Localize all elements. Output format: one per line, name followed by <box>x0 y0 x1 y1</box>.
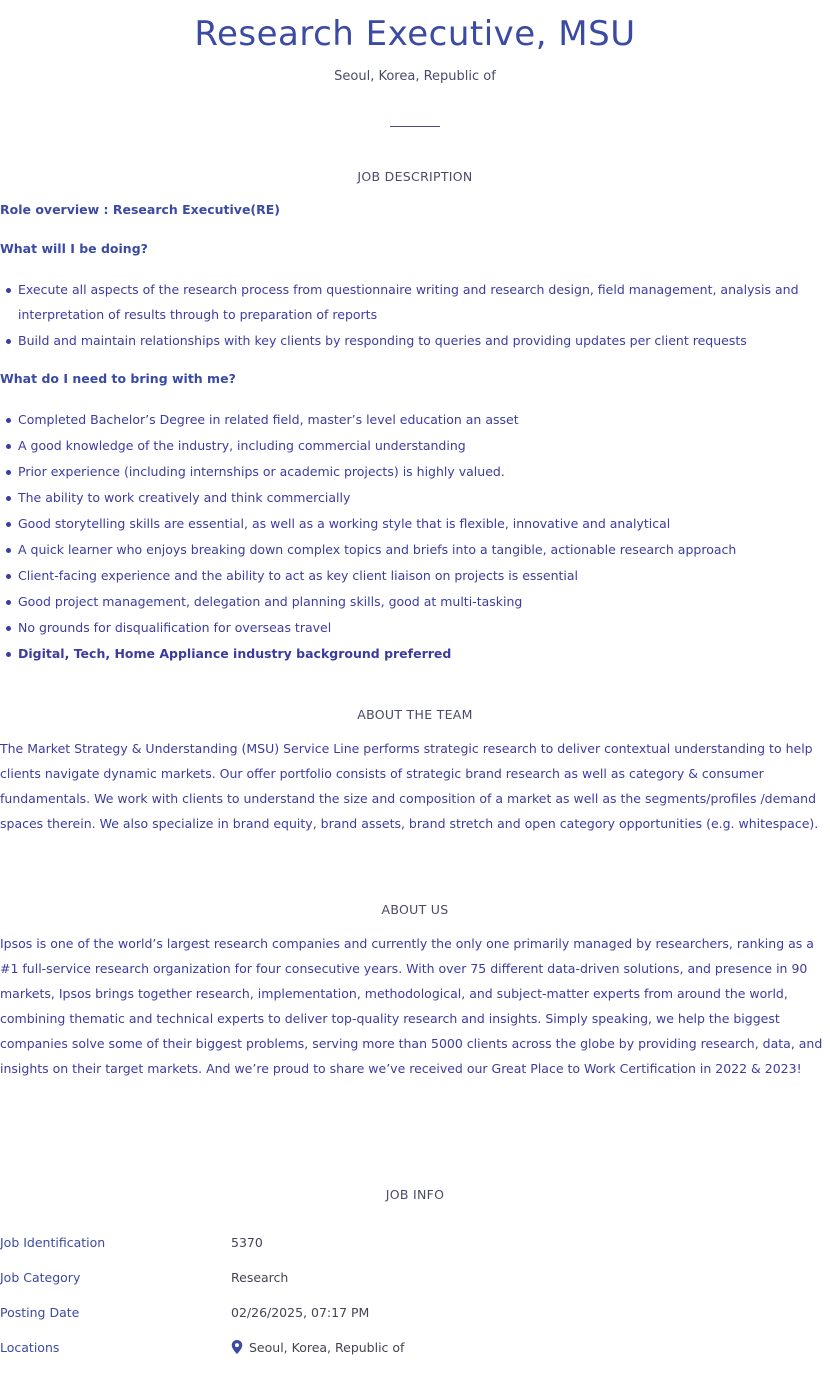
bring-list <box>0 407 825 667</box>
bullet-icon <box>6 418 11 423</box>
list-item-text: Digital, Tech, Home Appliance industry background preferred <box>18 646 452 661</box>
info-value: 5370 <box>231 1235 263 1250</box>
role-overview: Role overview : Research Executive(RE) <box>0 202 281 217</box>
bullet-icon <box>6 288 11 293</box>
section-heading-job-description: JOB DESCRIPTION <box>357 169 473 184</box>
list-item-text: Execute all aspects of the research process from questionnaire writing and research design, field management, analysis and interpretation of results through to preparation of reports <box>18 282 799 322</box>
info-row-locations <box>0 1340 830 1360</box>
list-item <box>0 615 825 640</box>
list-item-text: A quick learner who enjoys breaking down complex topics and briefs into a tangible, actionable research approach <box>18 542 737 557</box>
list-item <box>0 589 825 614</box>
list-item-text: The ability to work creatively and think commercially <box>18 490 351 505</box>
location-pin-icon <box>231 1340 243 1354</box>
list-item <box>0 537 825 562</box>
job-location: Seoul, Korea, Republic of <box>334 69 496 84</box>
list-item-text: Completed Bachelor’s Degree in related field, master’s level education an asset <box>18 412 519 427</box>
info-row-job-category <box>0 1270 830 1290</box>
bullet-icon <box>6 548 11 553</box>
bullet-icon <box>6 574 11 579</box>
info-label: Job Identification <box>0 1235 106 1250</box>
bullet-icon <box>6 626 11 631</box>
list-item <box>0 511 825 536</box>
info-value: Research <box>231 1270 289 1285</box>
about-us-text: Ipsos is one of the world’s largest research companies and currently the only one primarily managed by researchers, ranking as a #1 full-service research organization for four consecutive years. With over 75 different data-driven solutions, and presence in 90 markets, Ipsos brings together research, implementation, methodological, and subject-matter experts from around the world, combining thematic and technical experts to deliver top-quality research and insights. Simply speaking, we help the biggest companies solve some of their biggest problems, serving more than 5000 clients across the globe by providing research, data, and insights on their target markets. And we’re proud to share we’ve received our Great Place to Work Certification in 2022 & 2023! <box>0 936 823 1076</box>
list-item <box>0 459 825 484</box>
info-label: Posting Date <box>0 1305 80 1320</box>
title-divider <box>390 126 440 127</box>
list-item <box>0 433 825 458</box>
list-item <box>0 485 825 510</box>
page-title: Research Executive, MSU <box>194 14 636 54</box>
list-item <box>0 328 825 353</box>
info-value-with-icon <box>231 1340 404 1355</box>
bullet-icon <box>6 339 11 344</box>
doing-question: What will I be doing? <box>0 241 148 256</box>
list-item <box>0 407 825 432</box>
section-heading-about-us: ABOUT US <box>381 902 449 917</box>
list-item-text: Good storytelling skills are essential, as well as a working style that is flexible, innovative and analytical <box>18 516 671 531</box>
list-item <box>0 641 825 666</box>
location-text: Seoul, Korea, Republic of <box>249 1340 405 1355</box>
info-label: Locations <box>0 1340 60 1355</box>
list-item-text: Prior experience (including internships or academic projects) is highly valued. <box>18 464 505 479</box>
about-team-text: The Market Strategy & Understanding (MSU) Service Line performs strategic research to deliver contextual understanding to help clients navigate dynamic markets. Our offer portfolio consists of strategic brand research as well as category & consumer fundamentals. We work with clients to understand the size and composition of a market as well as the segments/profiles /demand spaces therein. We also specialize in brand equity, brand assets, brand stretch and open category opportunities (e.g. whitespace). <box>0 741 819 831</box>
bullet-icon <box>6 470 11 475</box>
bullet-icon <box>6 444 11 449</box>
bullet-icon <box>6 522 11 527</box>
bullet-icon <box>6 496 11 501</box>
list-item-text: Good project management, delegation and planning skills, good at multi-tasking <box>18 594 523 609</box>
list-item-text: Client-facing experience and the ability to act as key client liaison on projects is essential <box>18 568 579 583</box>
info-value: 02/26/2025, 07:17 PM <box>231 1305 370 1320</box>
doing-list <box>0 277 825 354</box>
list-item-text: Build and maintain relationships with key clients by responding to queries and providing updates per client requests <box>18 333 747 348</box>
bullet-icon <box>6 652 11 657</box>
info-label: Job Category <box>0 1270 81 1285</box>
list-item-text: No grounds for disqualification for overseas travel <box>18 620 332 635</box>
section-heading-about-team: ABOUT THE TEAM <box>357 707 473 722</box>
list-item-text: A good knowledge of the industry, including commercial understanding <box>18 438 466 453</box>
info-row-job-identification <box>0 1235 830 1255</box>
bring-question: What do I need to bring with me? <box>0 371 236 386</box>
section-heading-job-info: JOB INFO <box>385 1187 445 1202</box>
bullet-icon <box>6 600 11 605</box>
list-item <box>0 563 825 588</box>
list-item <box>0 277 825 327</box>
info-row-posting-date <box>0 1305 830 1325</box>
